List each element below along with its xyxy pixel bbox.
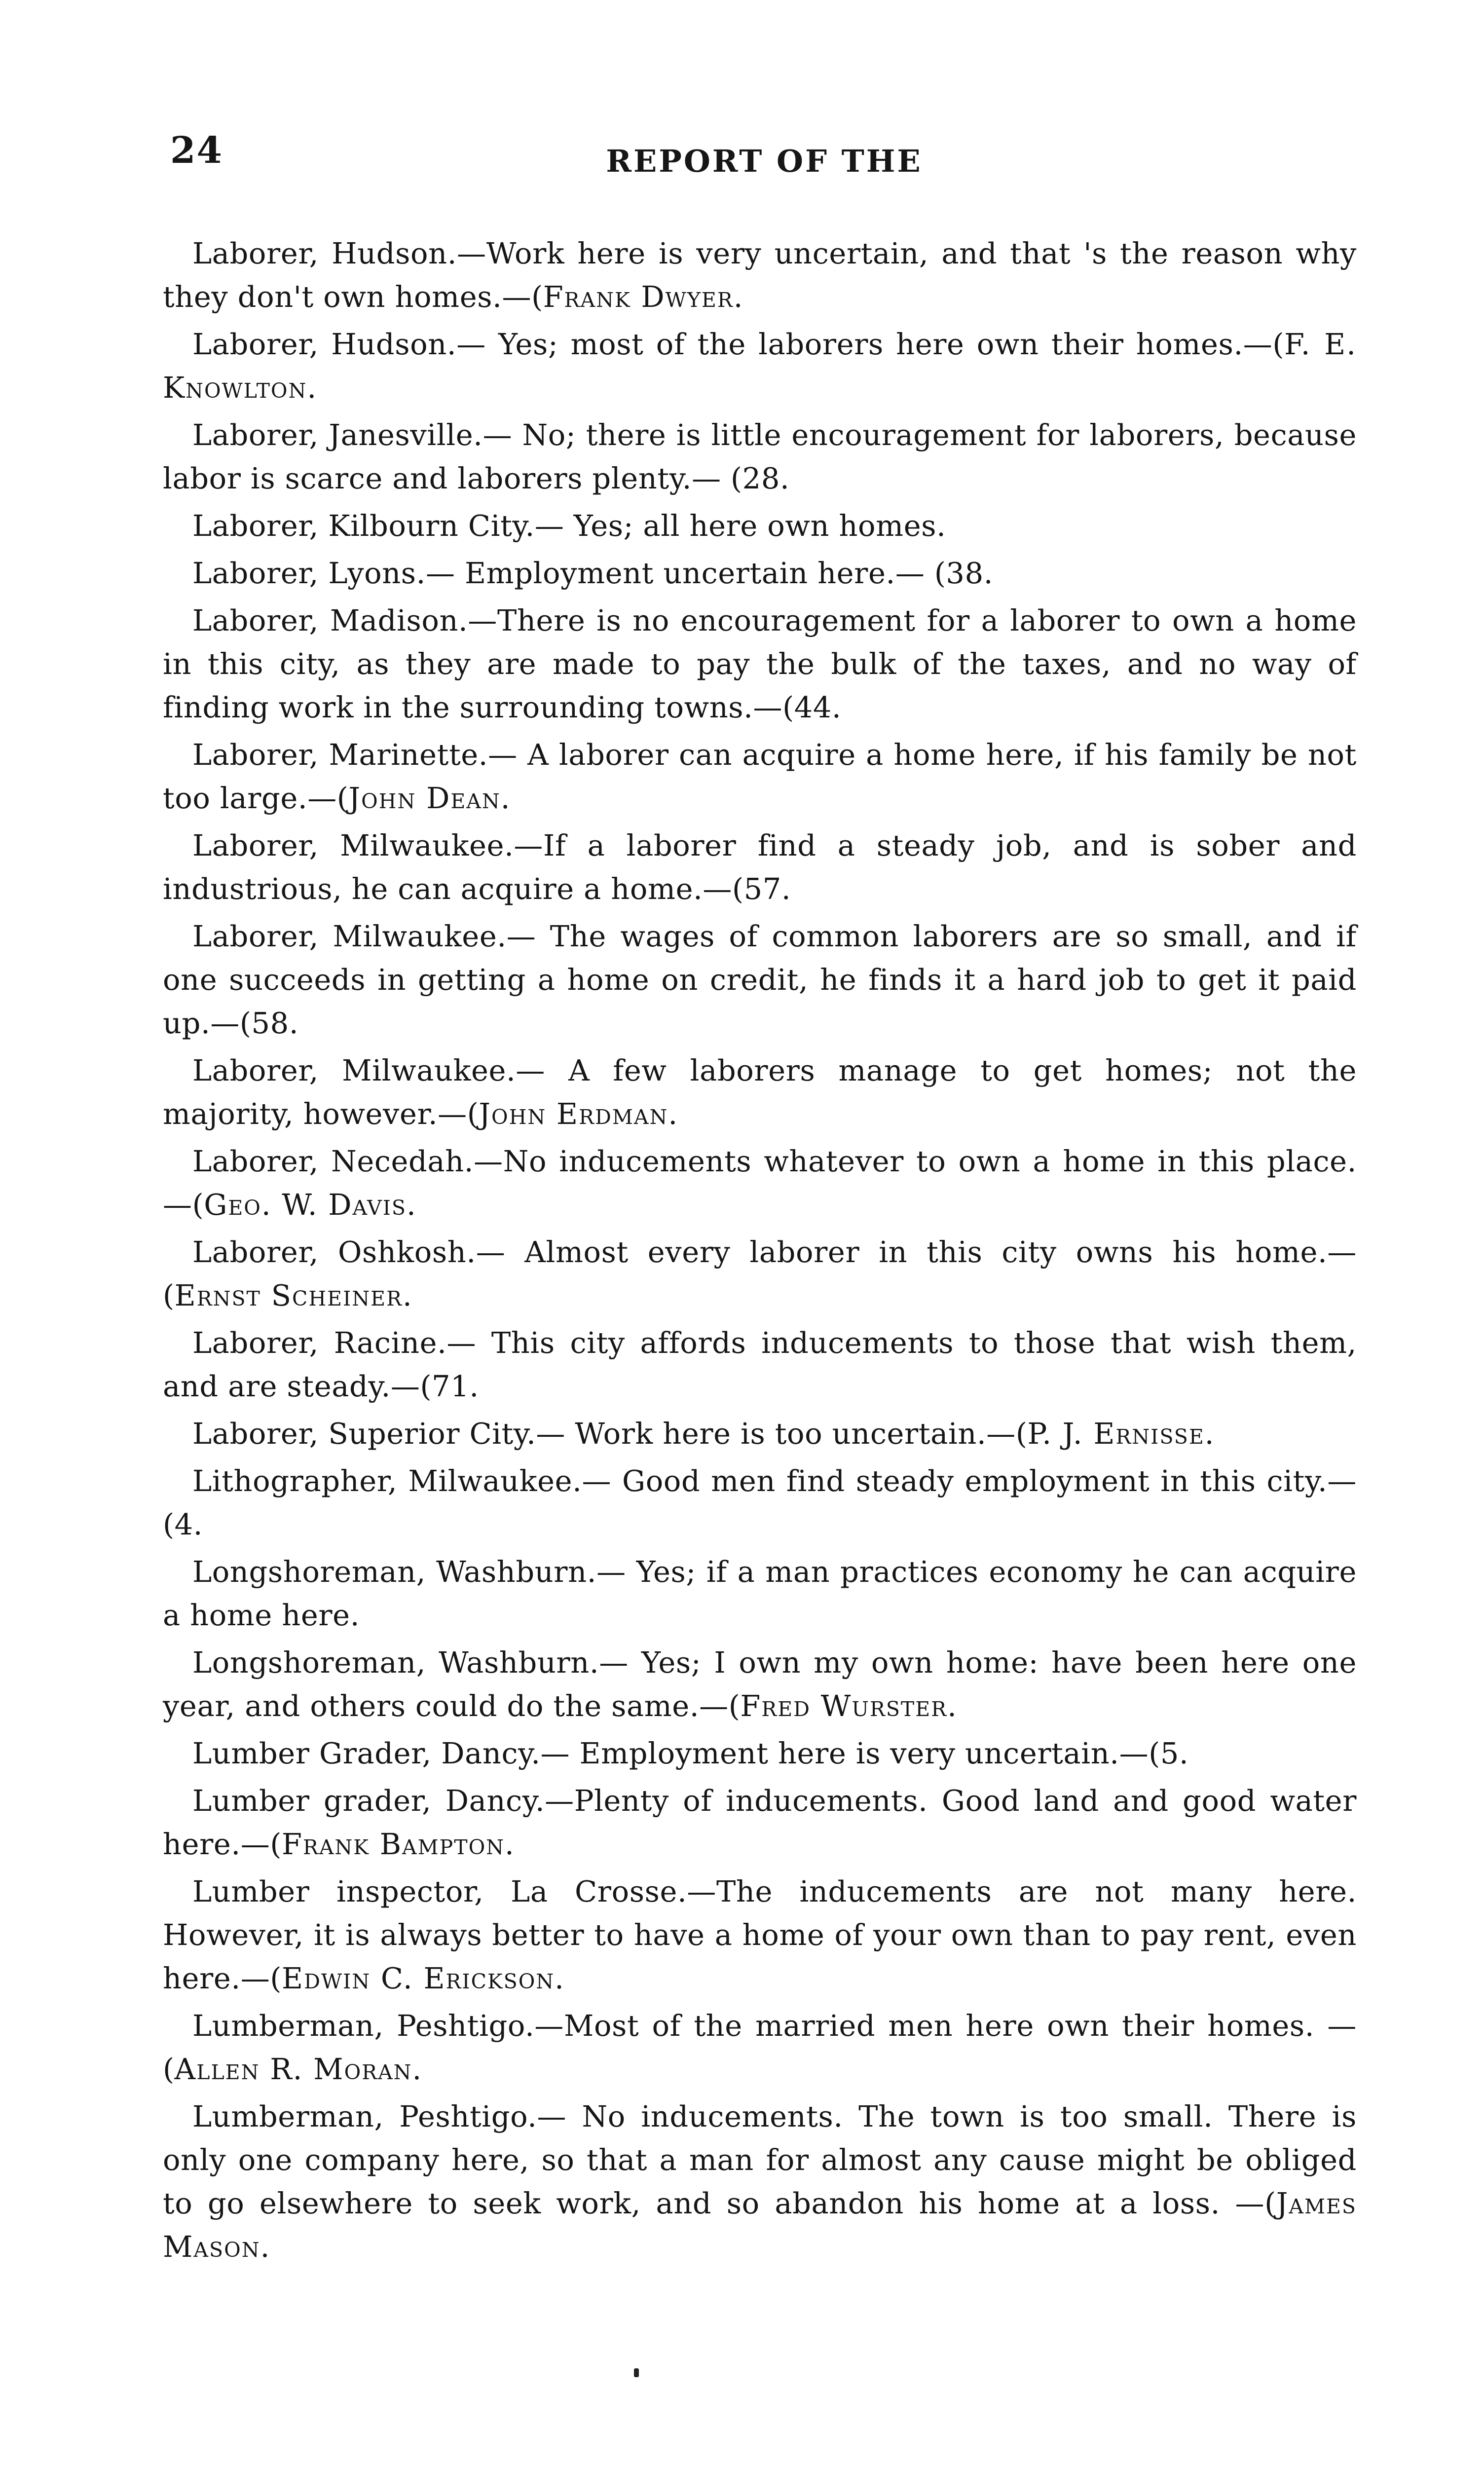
entry bbox=[163, 1321, 1357, 1408]
entry-text: Laborer, Hudson.—Work here is very uncertain, and that 's the reason why they don't own homes.—( bbox=[163, 236, 1357, 314]
entry bbox=[163, 2095, 1357, 2269]
entry-text: Laborer, Marinette.— A laborer can acquire a home here, if his family be not too large.—( bbox=[163, 738, 1357, 815]
entry-signature: F. E. Knowlton. bbox=[163, 327, 1357, 405]
entry bbox=[163, 1641, 1357, 1728]
entry-signature: Frank Dwyer. bbox=[543, 280, 744, 314]
running-head: REPORT OF THE bbox=[606, 143, 923, 179]
entry bbox=[163, 824, 1357, 911]
entry-text: Lithographer, Milwaukee.— Good men find steady employment in this city.—(4. bbox=[163, 1464, 1357, 1541]
entry-text: Lumberman, Peshtigo.— No inducements. The town is too small. There is only one company here, so that a man for almost any cause might be obliged to go elsewhere to seek work, and so abandon his home at a loss. —( bbox=[163, 2099, 1357, 2220]
entry bbox=[163, 232, 1357, 319]
entry bbox=[163, 915, 1357, 1045]
entry bbox=[163, 1140, 1357, 1227]
entry-text: Lumberman, Peshtigo.—Most of the married men here own their homes. —( bbox=[163, 2009, 1357, 2086]
entry-text: Laborer, Milwaukee.— A few laborers manage to get homes; not the majority, however.—( bbox=[163, 1053, 1357, 1131]
entry-signature: Frank Bampton. bbox=[282, 1827, 515, 1861]
entry-text: Laborer, Kilbourn City.— Yes; all here own homes. bbox=[192, 509, 946, 543]
page-number: 24 bbox=[170, 129, 223, 172]
entry-text: Longshoreman, Washburn.— Yes; I own my own home: have been here one year, and others could do the same.—( bbox=[163, 1645, 1357, 1723]
entry bbox=[163, 1412, 1357, 1456]
entry-signature: Ernst Scheiner. bbox=[174, 1278, 413, 1312]
entry-text: Laborer, Oshkosh.— Almost every laborer in this city owns his home.—( bbox=[163, 1235, 1357, 1312]
entry-signature: P. J. Ernisse. bbox=[1027, 1417, 1215, 1451]
entry bbox=[163, 1459, 1357, 1546]
entry bbox=[163, 733, 1357, 820]
entry-text: Laborer, Racine.— This city affords inducements to those that wish them, and are steady.—(71. bbox=[163, 1326, 1357, 1403]
entry-text: Laborer, Milwaukee.—If a laborer find a steady job, and is sober and industrious, he can acquire a home.—(57. bbox=[163, 828, 1357, 906]
entry bbox=[163, 552, 1357, 595]
entry-text: Laborer, Janesville.— No; there is little encouragement for laborers, because labor is scarce and laborers plenty.— (28. bbox=[163, 418, 1357, 495]
entry bbox=[163, 1550, 1357, 1637]
entry-signature: Fred Wurster. bbox=[740, 1689, 958, 1723]
entry bbox=[163, 323, 1357, 410]
entry bbox=[163, 1732, 1357, 1775]
entry bbox=[163, 2004, 1357, 2091]
entry-signature: Edwin C. Erickson. bbox=[282, 1961, 565, 1995]
footer-dot-mark bbox=[634, 2368, 639, 2377]
entry-signature: John Dean. bbox=[348, 781, 511, 815]
entry-text: Lumber Grader, Dancy.— Employment here is very uncertain.—(5. bbox=[192, 1736, 1189, 1770]
entry bbox=[163, 599, 1357, 729]
entry-signature: James Mason. bbox=[163, 2186, 1357, 2264]
entry-text: Laborer, Lyons.— Employment uncertain here.— (38. bbox=[192, 556, 994, 590]
entry bbox=[163, 504, 1357, 548]
entry-signature: John Erdman. bbox=[479, 1097, 679, 1131]
entry-text: Lumber grader, Dancy.—Plenty of inducements. Good land and good water here.—( bbox=[163, 1784, 1357, 1861]
entry bbox=[163, 1779, 1357, 1866]
entry-list bbox=[163, 232, 1357, 2273]
entry-signature: Geo. W. Davis. bbox=[204, 1188, 417, 1222]
entry bbox=[163, 1231, 1357, 1317]
entry-signature: Allen R. Moran. bbox=[174, 2052, 423, 2086]
entry-text: Laborer, Milwaukee.— The wages of common laborers are so small, and if one succeeds in getting a home on credit, he finds it a hard job to get it paid up.—(58. bbox=[163, 919, 1357, 1040]
entry-text: Laborer, Hudson.— Yes; most of the laborers here own their homes.—( bbox=[192, 327, 1285, 361]
entry-text: Laborer, Madison.—There is no encouragement for a laborer to own a home in this city, as they are made to pay the bulk of the taxes, and no way of finding work in the surrounding towns.—(44. bbox=[163, 603, 1357, 724]
entry bbox=[163, 413, 1357, 500]
entry-text: Laborer, Necedah.—No inducements whatever to own a home in this place.—( bbox=[163, 1144, 1357, 1222]
entry-text: Longshoreman, Washburn.— Yes; if a man practices economy he can acquire a home here. bbox=[163, 1555, 1357, 1632]
entry bbox=[163, 1049, 1357, 1136]
entry bbox=[163, 1870, 1357, 2000]
entry-text: Lumber inspector, La Crosse.—The inducements are not many here. However, it is always better to have a home of your own than to pay rent, even here.—( bbox=[163, 1874, 1357, 1995]
entry-text: Laborer, Superior City.— Work here is too uncertain.—( bbox=[192, 1417, 1028, 1451]
